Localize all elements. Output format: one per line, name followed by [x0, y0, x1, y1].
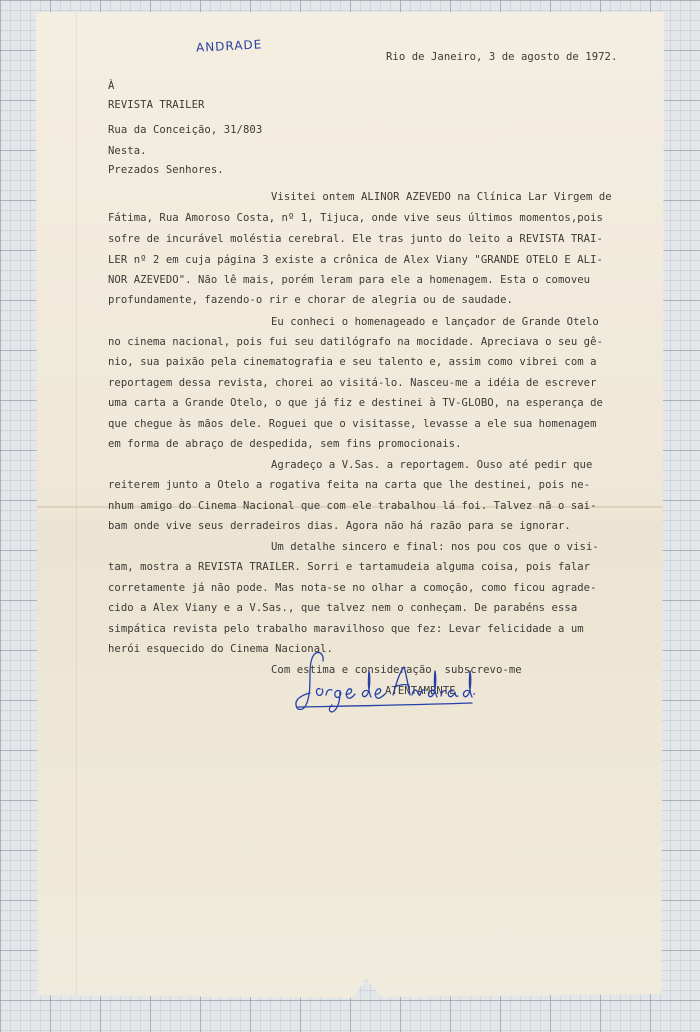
body-line: tam, mostra a REVISTA TRAILER. Sorri e tartamudeia alguma coisa, pois falar: [108, 561, 591, 573]
handwritten-annotation: ANDRADE: [195, 37, 263, 55]
body-line: Um detalhe sincero e final: nos pou cos que o visi-: [271, 541, 599, 553]
body-line: reportagem dessa revista, chorei ao visitá-lo. Nasceu-me a idéia de escrever: [108, 377, 597, 389]
salutation: Prezados Senhores.: [108, 164, 224, 176]
body-line: NOR AZEVEDO". Não lê mais, porém leram para ele a homenagem. Esta o comoveu: [108, 274, 591, 286]
body-line: bam onde vive seus derradeiros dias. Agora não há razão para se ignorar.: [108, 520, 571, 532]
handwritten-signature: [290, 645, 475, 715]
body-line: LER nº 2 em cuja página 3 existe a crônica de Alex Viany "GRANDE OTELO E ALI-: [108, 254, 603, 266]
recipient-line: REVISTA TRAILER: [108, 99, 205, 111]
body-line: Eu conheci o homenageado e lançador de Grande Otelo: [271, 316, 599, 328]
body-line: simpática revista pelo trabalho maravilhoso que fez: Levar felicidade a um: [108, 623, 584, 635]
body-line: no cinema nacional, pois fui seu datilógrafo na mocidade. Apreciava o seu gê-: [108, 336, 603, 348]
regards-line: ATENTAMENTE: [385, 685, 456, 697]
body-line: cido a Alex Viany e a V.Sas., que talvez nem o conheçam. De parabéns essa: [108, 602, 578, 614]
body-line: Agradeço a V.Sas. a reportagem. Ouso até pedir que: [271, 459, 593, 471]
body-line: corretamente já não pode. Mas nota-se no olhar a comoção, como ficou agrade-: [108, 582, 597, 594]
body-line: reiterem junto a Otelo a rogativa feita na carta que lhe destinei, pois ne-: [108, 479, 591, 491]
recipient-line: Nesta.: [108, 145, 147, 157]
body-line: nhum amigo do Cinema Nacional que com ele trabalhou lá foi. Talvez nã o sai-: [108, 500, 597, 512]
body-line: uma carta a Grande Otelo, o que já fiz e destinei à TV-GLOBO, na esperança de: [108, 397, 603, 409]
closing-line: Com estima e consideração, subscrevo-me: [271, 664, 522, 676]
body-line: sofre de incurável moléstia cerebral. Ele tras junto do leito a REVISTA TRAI-: [108, 233, 603, 245]
margin-crease: [76, 12, 77, 1002]
body-line: Visitei ontem ALINOR AZEVEDO na Clínica Lar Virgem de: [271, 191, 612, 203]
body-line: herói esquecido do Cinema Nacional.: [108, 643, 333, 655]
place-date: Rio de Janeiro, 3 de agosto de 1972.: [386, 51, 618, 63]
body-line: nio, sua paixão pela cinematografia e seu talento e, assim como vibrei com a: [108, 356, 597, 368]
body-line: em forma de abraço de despedida, sem fins promocionais.: [108, 438, 462, 450]
body-line: profundamente, fazendo-o rir e chorar de alegria ou de saudade.: [108, 294, 513, 306]
recipient-line: À: [108, 80, 115, 92]
recipient-line: Rua da Conceição, 31/803: [108, 124, 263, 136]
body-line: Fátima, Rua Amoroso Costa, nº 1, Tijuca, onde vive seus últimos momentos,pois: [108, 212, 603, 224]
body-line: que chegue às mãos dele. Roguei que o visitasse, levasse a ele sua homenagem: [108, 418, 597, 430]
